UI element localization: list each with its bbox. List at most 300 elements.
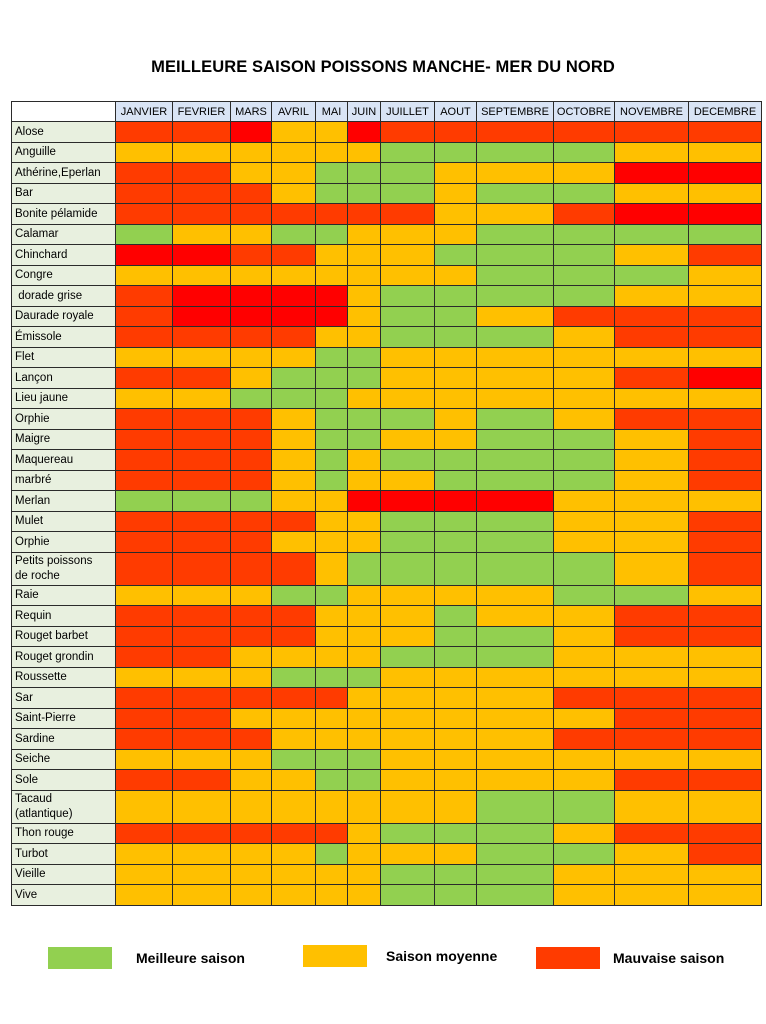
fish-name: Lieu jaune [12,388,116,409]
season-cell [689,844,762,865]
legend-swatch [536,947,600,969]
season-cell [272,286,316,307]
season-cell [116,729,173,750]
season-cell [689,647,762,668]
season-cell [116,265,173,286]
season-cell [435,409,477,430]
season-cell [316,388,348,409]
table-row [12,790,762,823]
season-cell [231,552,272,585]
season-cell [272,204,316,225]
season-cell [689,885,762,906]
season-cell [348,347,381,368]
season-cell [173,122,231,143]
season-cell [689,626,762,647]
season-cell [689,790,762,823]
season-cell [554,429,615,450]
table-row [12,204,762,225]
season-cell [173,224,231,245]
table-row [12,770,762,791]
fish-name: Requin [12,606,116,627]
season-cell [435,429,477,450]
season-cell [348,626,381,647]
season-cell [348,265,381,286]
season-cell [272,388,316,409]
season-cell [272,626,316,647]
table-row [12,626,762,647]
season-cell [116,388,173,409]
season-cell [689,306,762,327]
season-cell [231,749,272,770]
season-cell [381,265,435,286]
season-cell [477,265,554,286]
season-cell [689,347,762,368]
season-cell [231,844,272,865]
season-cell [116,532,173,553]
season-cell [554,749,615,770]
season-cell [116,224,173,245]
season-cell [689,224,762,245]
season-cell [381,844,435,865]
season-cell [689,122,762,143]
season-cell [231,204,272,225]
season-cell [316,511,348,532]
fish-name: Anguille [12,142,116,163]
season-cell [435,183,477,204]
season-cell [116,368,173,389]
season-cell [316,585,348,606]
season-cell [316,626,348,647]
season-cell [173,511,231,532]
season-cell [615,245,689,266]
season-cell [231,511,272,532]
table-row [12,245,762,266]
fish-name: Calamar [12,224,116,245]
season-cell [272,306,316,327]
season-cell [173,450,231,471]
season-cell [231,429,272,450]
month-header-mars: MARS [231,102,272,122]
season-cell [381,708,435,729]
season-cell [272,885,316,906]
season-cell [554,163,615,184]
season-cell [381,224,435,245]
season-cell [689,688,762,709]
season-cell [348,749,381,770]
fish-name: Lançon [12,368,116,389]
season-cell [272,864,316,885]
season-cell [316,729,348,750]
season-cell [316,347,348,368]
season-cell [348,163,381,184]
month-header-decembre: DECEMBRE [689,102,762,122]
season-cell [381,429,435,450]
season-cell [116,409,173,430]
season-cell [435,368,477,389]
season-cell [435,491,477,512]
season-cell [381,770,435,791]
season-cell [173,585,231,606]
month-header-janvier: JANVIER [116,102,173,122]
table-row [12,606,762,627]
season-cell [381,204,435,225]
season-cell [554,245,615,266]
season-cell [689,142,762,163]
season-cell [116,864,173,885]
season-cell [381,409,435,430]
season-cell [435,667,477,688]
season-cell [348,224,381,245]
season-cell [116,647,173,668]
season-cell [348,204,381,225]
season-cell [477,183,554,204]
season-cell [381,864,435,885]
season-cell [272,790,316,823]
season-cell [272,729,316,750]
season-cell [435,885,477,906]
season-cell [272,327,316,348]
season-cell [381,142,435,163]
season-cell [615,347,689,368]
season-cell [381,245,435,266]
season-cell [173,286,231,307]
season-cell [477,729,554,750]
season-cell [272,245,316,266]
season-cell [173,667,231,688]
table-row [12,306,762,327]
season-cell [348,770,381,791]
season-cell [316,470,348,491]
season-cell [554,844,615,865]
season-cell [615,306,689,327]
season-cell [348,368,381,389]
header-corner [12,102,116,122]
table-row [12,885,762,906]
table-row [12,224,762,245]
season-cell [173,183,231,204]
month-header-aout: AOUT [435,102,477,122]
season-cell [348,286,381,307]
season-cell [231,864,272,885]
season-cell [554,585,615,606]
season-cell [477,327,554,348]
season-cell [381,511,435,532]
season-cell [173,306,231,327]
season-cell [116,327,173,348]
season-cell [477,163,554,184]
table-row [12,864,762,885]
season-cell [348,729,381,750]
season-cell [477,347,554,368]
season-cell [435,470,477,491]
season-cell [477,749,554,770]
fish-name: Flet [12,347,116,368]
season-cell [477,790,554,823]
season-cell [435,647,477,668]
season-cell [689,532,762,553]
table-row [12,729,762,750]
season-cell [316,122,348,143]
season-cell [435,163,477,184]
season-cell [615,864,689,885]
season-cell [116,470,173,491]
season-cell [316,885,348,906]
fish-name: dorade grise [12,286,116,307]
season-cell [477,306,554,327]
season-cell [348,388,381,409]
season-cell [435,224,477,245]
season-cell [381,667,435,688]
season-cell [348,183,381,204]
season-cell [116,286,173,307]
fish-name: Vieille [12,864,116,885]
season-cell [689,864,762,885]
season-cell [116,163,173,184]
season-cell [173,688,231,709]
season-cell [477,606,554,627]
season-cell [348,864,381,885]
season-cell [554,864,615,885]
season-cell [554,183,615,204]
season-cell [316,688,348,709]
season-cell [435,122,477,143]
season-cell [615,532,689,553]
legend-label: Meilleure saison [136,950,245,966]
season-cell [348,450,381,471]
season-cell [173,708,231,729]
season-cell [116,606,173,627]
season-cell [477,388,554,409]
season-cell [477,122,554,143]
season-cell [435,245,477,266]
month-header-mai: MAI [316,102,348,122]
season-cell [116,626,173,647]
season-cell [554,823,615,844]
season-cell [477,286,554,307]
fish-name: Saint-Pierre [12,708,116,729]
season-cell [173,729,231,750]
season-cell [554,204,615,225]
season-cell [173,265,231,286]
fish-name: Émissole [12,327,116,348]
season-cell [231,823,272,844]
fish-name: Bonite pélamide [12,204,116,225]
season-cell [615,224,689,245]
season-cell [477,885,554,906]
season-cell [272,470,316,491]
month-header-octobre: OCTOBRE [554,102,615,122]
season-cell [435,790,477,823]
season-cell [554,409,615,430]
season-cell [272,183,316,204]
season-cell [554,770,615,791]
season-cell [689,368,762,389]
season-cell [554,626,615,647]
season-cell [272,265,316,286]
season-cell [615,844,689,865]
season-cell [435,823,477,844]
season-cell [615,183,689,204]
season-cell [173,823,231,844]
season-cell [272,532,316,553]
table-row [12,122,762,143]
season-cell [615,368,689,389]
season-cell [554,347,615,368]
season-cell [348,688,381,709]
season-cell [116,183,173,204]
legend-swatch [303,945,367,967]
fish-name: Rouget barbet [12,626,116,647]
season-cell [435,327,477,348]
season-cell [348,532,381,553]
table-row [12,142,762,163]
season-cell [231,688,272,709]
season-cell [615,749,689,770]
season-cell [689,470,762,491]
fish-name: Thon rouge [12,823,116,844]
season-cell [435,688,477,709]
season-cell [316,327,348,348]
season-cell [381,122,435,143]
season-cell [554,688,615,709]
month-header-avril: AVRIL [272,102,316,122]
season-cell [116,491,173,512]
season-cell [348,647,381,668]
season-cell [477,770,554,791]
season-cell [689,429,762,450]
table-row [12,844,762,865]
season-cell [272,122,316,143]
season-cell [173,204,231,225]
table-row [12,491,762,512]
season-cell [381,532,435,553]
season-cell [173,142,231,163]
season-cell [173,626,231,647]
season-cell [231,491,272,512]
season-cell [381,450,435,471]
season-cell [615,708,689,729]
header-row [12,102,762,122]
season-cell [348,327,381,348]
season-cell [316,368,348,389]
season-cell [381,688,435,709]
season-cell [477,511,554,532]
season-cell [116,429,173,450]
season-cell [554,306,615,327]
season-cell [173,532,231,553]
season-cell [435,844,477,865]
season-cell [348,245,381,266]
season-cell [316,770,348,791]
season-cell [381,470,435,491]
season-cell [116,708,173,729]
fish-name: Petits poissons de roche [12,552,116,585]
season-cell [272,708,316,729]
table-row [12,708,762,729]
legend-label: Saison moyenne [386,948,498,964]
season-cell [272,647,316,668]
season-cell [231,770,272,791]
season-cell [348,790,381,823]
chart-title: MEILLEURE SAISON POISSONS MANCHE- MER DU NORD [151,58,615,76]
season-cell [116,688,173,709]
fish-name: Raie [12,585,116,606]
season-cell [435,770,477,791]
season-cell [689,729,762,750]
season-cell [615,122,689,143]
season-cell [316,163,348,184]
season-cell [316,306,348,327]
season-cell [435,585,477,606]
season-cell [316,864,348,885]
season-cell [173,606,231,627]
season-cell [231,450,272,471]
season-cell [116,552,173,585]
season-cell [381,647,435,668]
season-cell [316,429,348,450]
season-cell [272,749,316,770]
season-cell [554,667,615,688]
season-cell [477,532,554,553]
season-cell [477,688,554,709]
season-cell [231,183,272,204]
season-cell [554,122,615,143]
table-row [12,409,762,430]
season-cell [116,844,173,865]
season-cell [554,491,615,512]
season-cell [316,708,348,729]
fish-name: Mulet [12,511,116,532]
season-cell [689,327,762,348]
month-header-juillet: JUILLET [381,102,435,122]
season-cell [381,749,435,770]
season-cell [477,491,554,512]
season-cell [231,122,272,143]
season-cell [554,327,615,348]
fish-name: Chinchard [12,245,116,266]
season-cell [477,429,554,450]
season-cell [348,606,381,627]
season-cell [272,347,316,368]
season-cell [477,470,554,491]
season-cell [231,647,272,668]
season-cell [272,844,316,865]
season-cell [615,511,689,532]
season-cell [173,327,231,348]
season-cell [689,265,762,286]
season-cell [477,204,554,225]
season-cell [348,552,381,585]
season-cell [348,844,381,865]
season-cell [689,770,762,791]
season-cell [554,511,615,532]
season-cell [435,450,477,471]
season-cell [316,667,348,688]
season-cell [615,450,689,471]
season-cell [554,368,615,389]
season-cell [316,552,348,585]
season-cell [231,224,272,245]
fish-name: Sardine [12,729,116,750]
season-cell [689,450,762,471]
season-cell [116,770,173,791]
season-cell [435,388,477,409]
season-cell [231,368,272,389]
season-cell [173,749,231,770]
season-cell [173,552,231,585]
season-cell [689,667,762,688]
table-row [12,511,762,532]
